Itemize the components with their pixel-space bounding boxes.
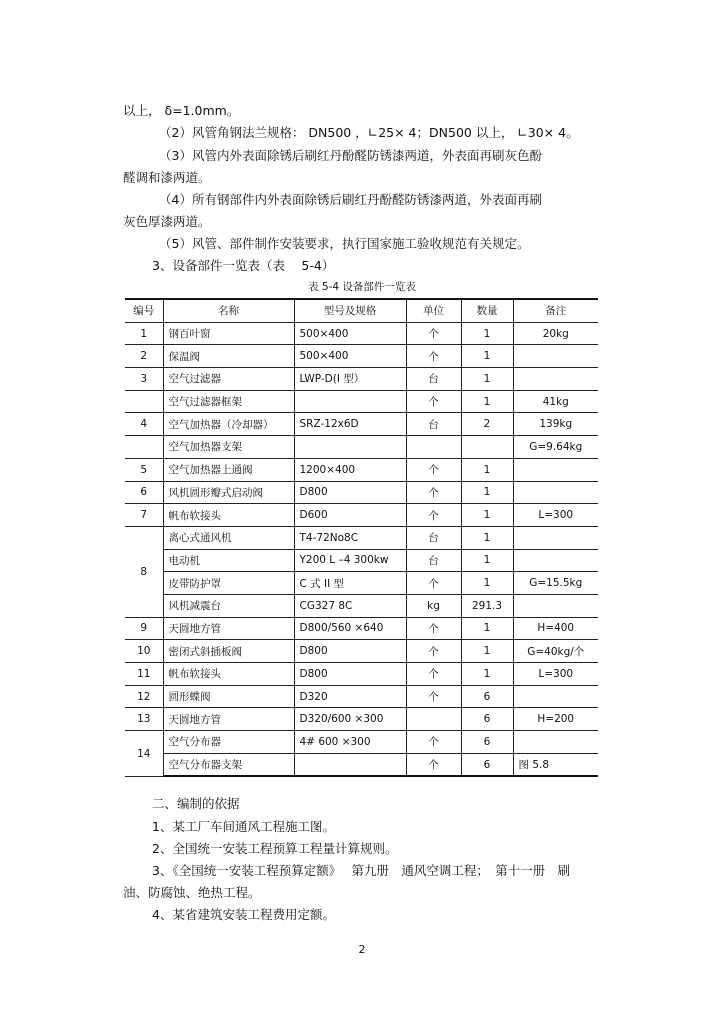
text-line-2: （2）风管角钢法兰规格： DN500 ，∟25× 4；DN500 以上， ∟30× 4。 <box>159 125 579 140</box>
header-note: 备注 <box>513 299 598 322</box>
cell-unit: 个 <box>406 685 461 708</box>
cell-no: 9 <box>125 617 163 640</box>
table-row <box>125 685 598 708</box>
table-row <box>125 731 598 754</box>
cell-no: 8 <box>125 526 163 617</box>
cell-qty: 6 <box>461 685 513 708</box>
header-spec: 型号及规格 <box>294 299 406 322</box>
cell-spec: D800 <box>294 640 406 663</box>
header-unit: 单位 <box>406 299 461 322</box>
cell-name: 空气分布器 <box>163 731 294 754</box>
cell-qty: 1 <box>461 368 513 391</box>
cell-no: 3 <box>125 368 163 391</box>
cell-note: 41kg <box>513 390 598 413</box>
text-line-3: （3）风管内外表面除锈后刷红丹酚醛防锈漆两道，外表面再刷灰色酚 <box>159 148 542 163</box>
cell-qty: 1 <box>461 481 513 504</box>
cell-spec: D800/560 ×640 <box>294 617 406 640</box>
cell-no: 1 <box>125 322 163 345</box>
cell-no: 6 <box>125 481 163 504</box>
cell-spec: 4# 600 ×300 <box>294 731 406 754</box>
cell-qty: 6 <box>461 753 513 776</box>
cell-note: G=15.5kg <box>513 572 598 595</box>
cell-unit: 台 <box>406 526 461 549</box>
text-line-1: 以上， δ=1.0mm。 <box>123 103 240 118</box>
cell-name: 帆布软接头 <box>163 504 294 527</box>
cell-no <box>125 390 163 413</box>
cell-name: 空气过滤器 <box>163 368 294 391</box>
table-row <box>125 481 598 504</box>
cell-unit: 个 <box>406 572 461 595</box>
basis-item-3-cont: 油、防腐蚀、绝热工程。 <box>123 885 261 900</box>
cell-note <box>513 594 598 617</box>
table-row <box>125 413 598 436</box>
cell-note: L=300 <box>513 504 598 527</box>
text-line-7: （5）风管、部件制作安装要求，执行国家施工验收规范有关规定。 <box>159 236 530 251</box>
cell-name: 空气过滤器框架 <box>163 390 294 413</box>
cell-note: H=200 <box>513 708 598 731</box>
cell-name: 天圆地方管 <box>163 617 294 640</box>
table-row <box>125 504 598 527</box>
cell-unit: 个 <box>406 322 461 345</box>
cell-qty: 1 <box>461 572 513 595</box>
cell-no: 11 <box>125 663 163 686</box>
cell-spec <box>294 436 406 459</box>
page-number: 2 <box>358 943 366 956</box>
cell-spec: 500×400 <box>294 322 406 345</box>
cell-note <box>513 458 598 481</box>
cell-note <box>513 731 598 754</box>
table-intro: 3、设备部件一览表（表 5-4） <box>152 258 335 273</box>
cell-qty <box>461 436 513 459</box>
cell-spec <box>294 390 406 413</box>
cell-spec: D320 <box>294 685 406 708</box>
cell-spec: Y200 L –4 300kw <box>294 549 406 572</box>
cell-spec <box>294 753 406 776</box>
cell-spec: CG327 8C <box>294 594 406 617</box>
table-row <box>125 663 598 686</box>
cell-name: 密闭式斜插板阀 <box>163 640 294 663</box>
cell-qty: 6 <box>461 708 513 731</box>
cell-unit: 台 <box>406 413 461 436</box>
table-row <box>125 617 598 640</box>
cell-qty: 1 <box>461 663 513 686</box>
table-row <box>125 640 598 663</box>
cell-qty: 6 <box>461 731 513 754</box>
cell-unit: 个 <box>406 731 461 754</box>
cell-no: 12 <box>125 685 163 708</box>
cell-no <box>125 436 163 459</box>
cell-unit: 个 <box>406 458 461 481</box>
cell-qty: 291.3 <box>461 594 513 617</box>
cell-unit: 个 <box>406 504 461 527</box>
equipment-table <box>125 298 598 777</box>
cell-no: 4 <box>125 413 163 436</box>
cell-note: H=400 <box>513 617 598 640</box>
cell-unit: 个 <box>406 663 461 686</box>
cell-no: 7 <box>125 504 163 527</box>
cell-note: G=9.64kg <box>513 436 598 459</box>
cell-unit <box>406 436 461 459</box>
cell-qty: 1 <box>461 504 513 527</box>
cell-qty: 2 <box>461 413 513 436</box>
cell-spec: SRZ-12x6D <box>294 413 406 436</box>
cell-spec: 500×400 <box>294 345 406 368</box>
cell-note <box>513 685 598 708</box>
cell-name: 圆形蝶阀 <box>163 685 294 708</box>
table-header-row <box>125 299 598 322</box>
cell-spec: T4-72No8C <box>294 526 406 549</box>
cell-unit: 个 <box>406 390 461 413</box>
table-row <box>125 572 598 595</box>
cell-name: 空气加热器上通阀 <box>163 458 294 481</box>
cell-unit: 个 <box>406 640 461 663</box>
section-heading: 二、编制的依据 <box>152 796 240 811</box>
cell-no: 2 <box>125 345 163 368</box>
cell-note: 139kg <box>513 413 598 436</box>
table-caption: 表 5-4 设备部件一览表 <box>308 281 416 293</box>
cell-name: 钢百叶窗 <box>163 322 294 345</box>
cell-name: 风机圆形瓣式启动阀 <box>163 481 294 504</box>
cell-unit: kg <box>406 594 461 617</box>
cell-spec: D800 <box>294 663 406 686</box>
cell-unit <box>406 708 461 731</box>
cell-name: 空气分布器支架 <box>163 753 294 776</box>
table-row <box>125 368 598 391</box>
table-row <box>125 753 598 776</box>
cell-name: 帆布软接头 <box>163 663 294 686</box>
cell-qty: 1 <box>461 526 513 549</box>
table-row <box>125 436 598 459</box>
cell-qty: 1 <box>461 549 513 572</box>
cell-no: 10 <box>125 640 163 663</box>
cell-unit: 个 <box>406 481 461 504</box>
cell-spec: D600 <box>294 504 406 527</box>
header-qty: 数量 <box>461 299 513 322</box>
cell-qty: 1 <box>461 345 513 368</box>
cell-name: 皮带防护罩 <box>163 572 294 595</box>
basis-item-2: 2、全国统一安装工程预算工程量计算规则。 <box>152 841 398 856</box>
table-row <box>125 708 598 731</box>
table-row <box>125 594 598 617</box>
cell-qty: 1 <box>461 322 513 345</box>
cell-no: 14 <box>125 731 163 777</box>
cell-spec: D320/600 ×300 <box>294 708 406 731</box>
cell-note: G=40kg/个 <box>513 640 598 663</box>
cell-unit: 个 <box>406 617 461 640</box>
cell-unit: 台 <box>406 549 461 572</box>
cell-note: 图 5.8 <box>513 753 598 776</box>
text-line-4: 醛调和漆两道。 <box>123 170 211 185</box>
cell-qty: 1 <box>461 617 513 640</box>
cell-name: 电动机 <box>163 549 294 572</box>
cell-qty: 1 <box>461 640 513 663</box>
cell-no: 13 <box>125 708 163 731</box>
basis-item-3: 3、《全国统一安装工程预算定额》 第九册 通风空调工程； 第十一册 刷 <box>152 863 571 878</box>
cell-note <box>513 368 598 391</box>
text-line-5: （4）所有钢部件内外表面除锈后刷红丹酚醛防锈漆两道，外表面再刷 <box>159 192 542 207</box>
cell-name: 空气加热器支架 <box>163 436 294 459</box>
cell-spec: C 式 II 型 <box>294 572 406 595</box>
cell-note <box>513 345 598 368</box>
table-row <box>125 390 598 413</box>
basis-item-4: 4、某省建筑安装工程费用定额。 <box>152 907 335 922</box>
cell-name: 离心式通风机 <box>163 526 294 549</box>
table-row <box>125 526 598 549</box>
basis-item-1: 1、某工厂车间通风工程施工图。 <box>152 819 335 834</box>
cell-note: L=300 <box>513 663 598 686</box>
header-name: 名称 <box>163 299 294 322</box>
cell-spec: D800 <box>294 481 406 504</box>
header-no: 编号 <box>125 299 163 322</box>
cell-name: 风机减震台 <box>163 594 294 617</box>
cell-spec: 1200×400 <box>294 458 406 481</box>
cell-spec: LWP-D(I 型） <box>294 368 406 391</box>
cell-unit: 台 <box>406 368 461 391</box>
cell-no: 5 <box>125 458 163 481</box>
text-line-6: 灰色厚漆两道。 <box>123 214 211 229</box>
table-row <box>125 458 598 481</box>
table-row <box>125 322 598 345</box>
cell-unit: 个 <box>406 345 461 368</box>
cell-qty: 1 <box>461 458 513 481</box>
cell-name: 保温阀 <box>163 345 294 368</box>
cell-unit: 个 <box>406 753 461 776</box>
cell-name: 空气加热器（冷却器） <box>163 413 294 436</box>
cell-note <box>513 481 598 504</box>
cell-note: 20kg <box>513 322 598 345</box>
table-row <box>125 345 598 368</box>
cell-name: 天圆地方管 <box>163 708 294 731</box>
table-row <box>125 549 598 572</box>
cell-note <box>513 526 598 549</box>
cell-note <box>513 549 598 572</box>
cell-qty: 1 <box>461 390 513 413</box>
